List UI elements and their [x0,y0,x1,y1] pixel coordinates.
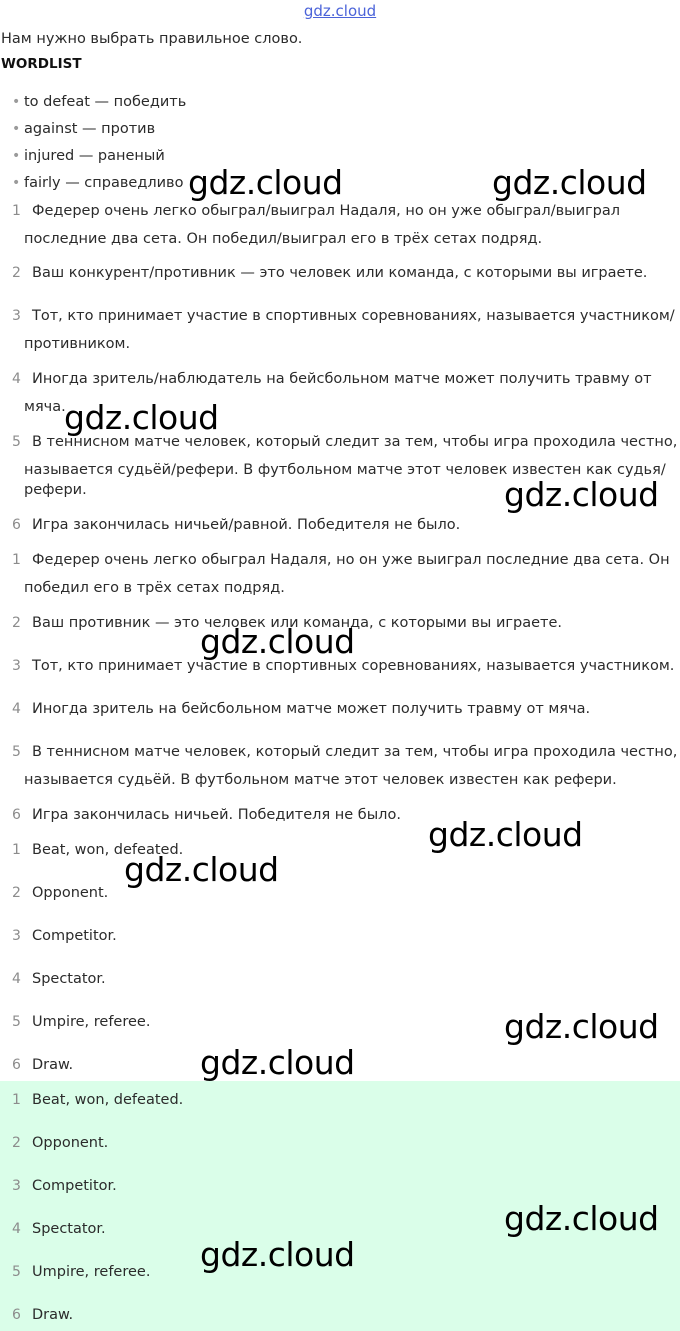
bullet-icon: • [12,175,21,191]
header-site-link[interactable]: gdz.cloud [303,2,377,20]
watermark: gdz.cloud [200,622,355,661]
bullet-icon: • [12,148,21,164]
watermark: gdz.cloud [64,398,219,437]
bullet-icon: • [12,121,21,137]
bullet-icon: • [12,94,21,110]
watermark: gdz.cloud [428,815,583,854]
watermark: gdz.cloud [492,163,647,202]
intro-text: Нам нужно выбрать правильное слово. [1,31,303,47]
watermark: gdz.cloud [504,475,659,514]
watermark: gdz.cloud [504,1199,659,1238]
watermark: gdz.cloud [200,1043,355,1082]
watermark: gdz.cloud [200,1235,355,1274]
watermark: gdz.cloud [188,163,343,202]
wordlist-title: WORDLIST [1,56,82,72]
watermark: gdz.cloud [504,1007,659,1046]
watermark: gdz.cloud [124,850,279,889]
